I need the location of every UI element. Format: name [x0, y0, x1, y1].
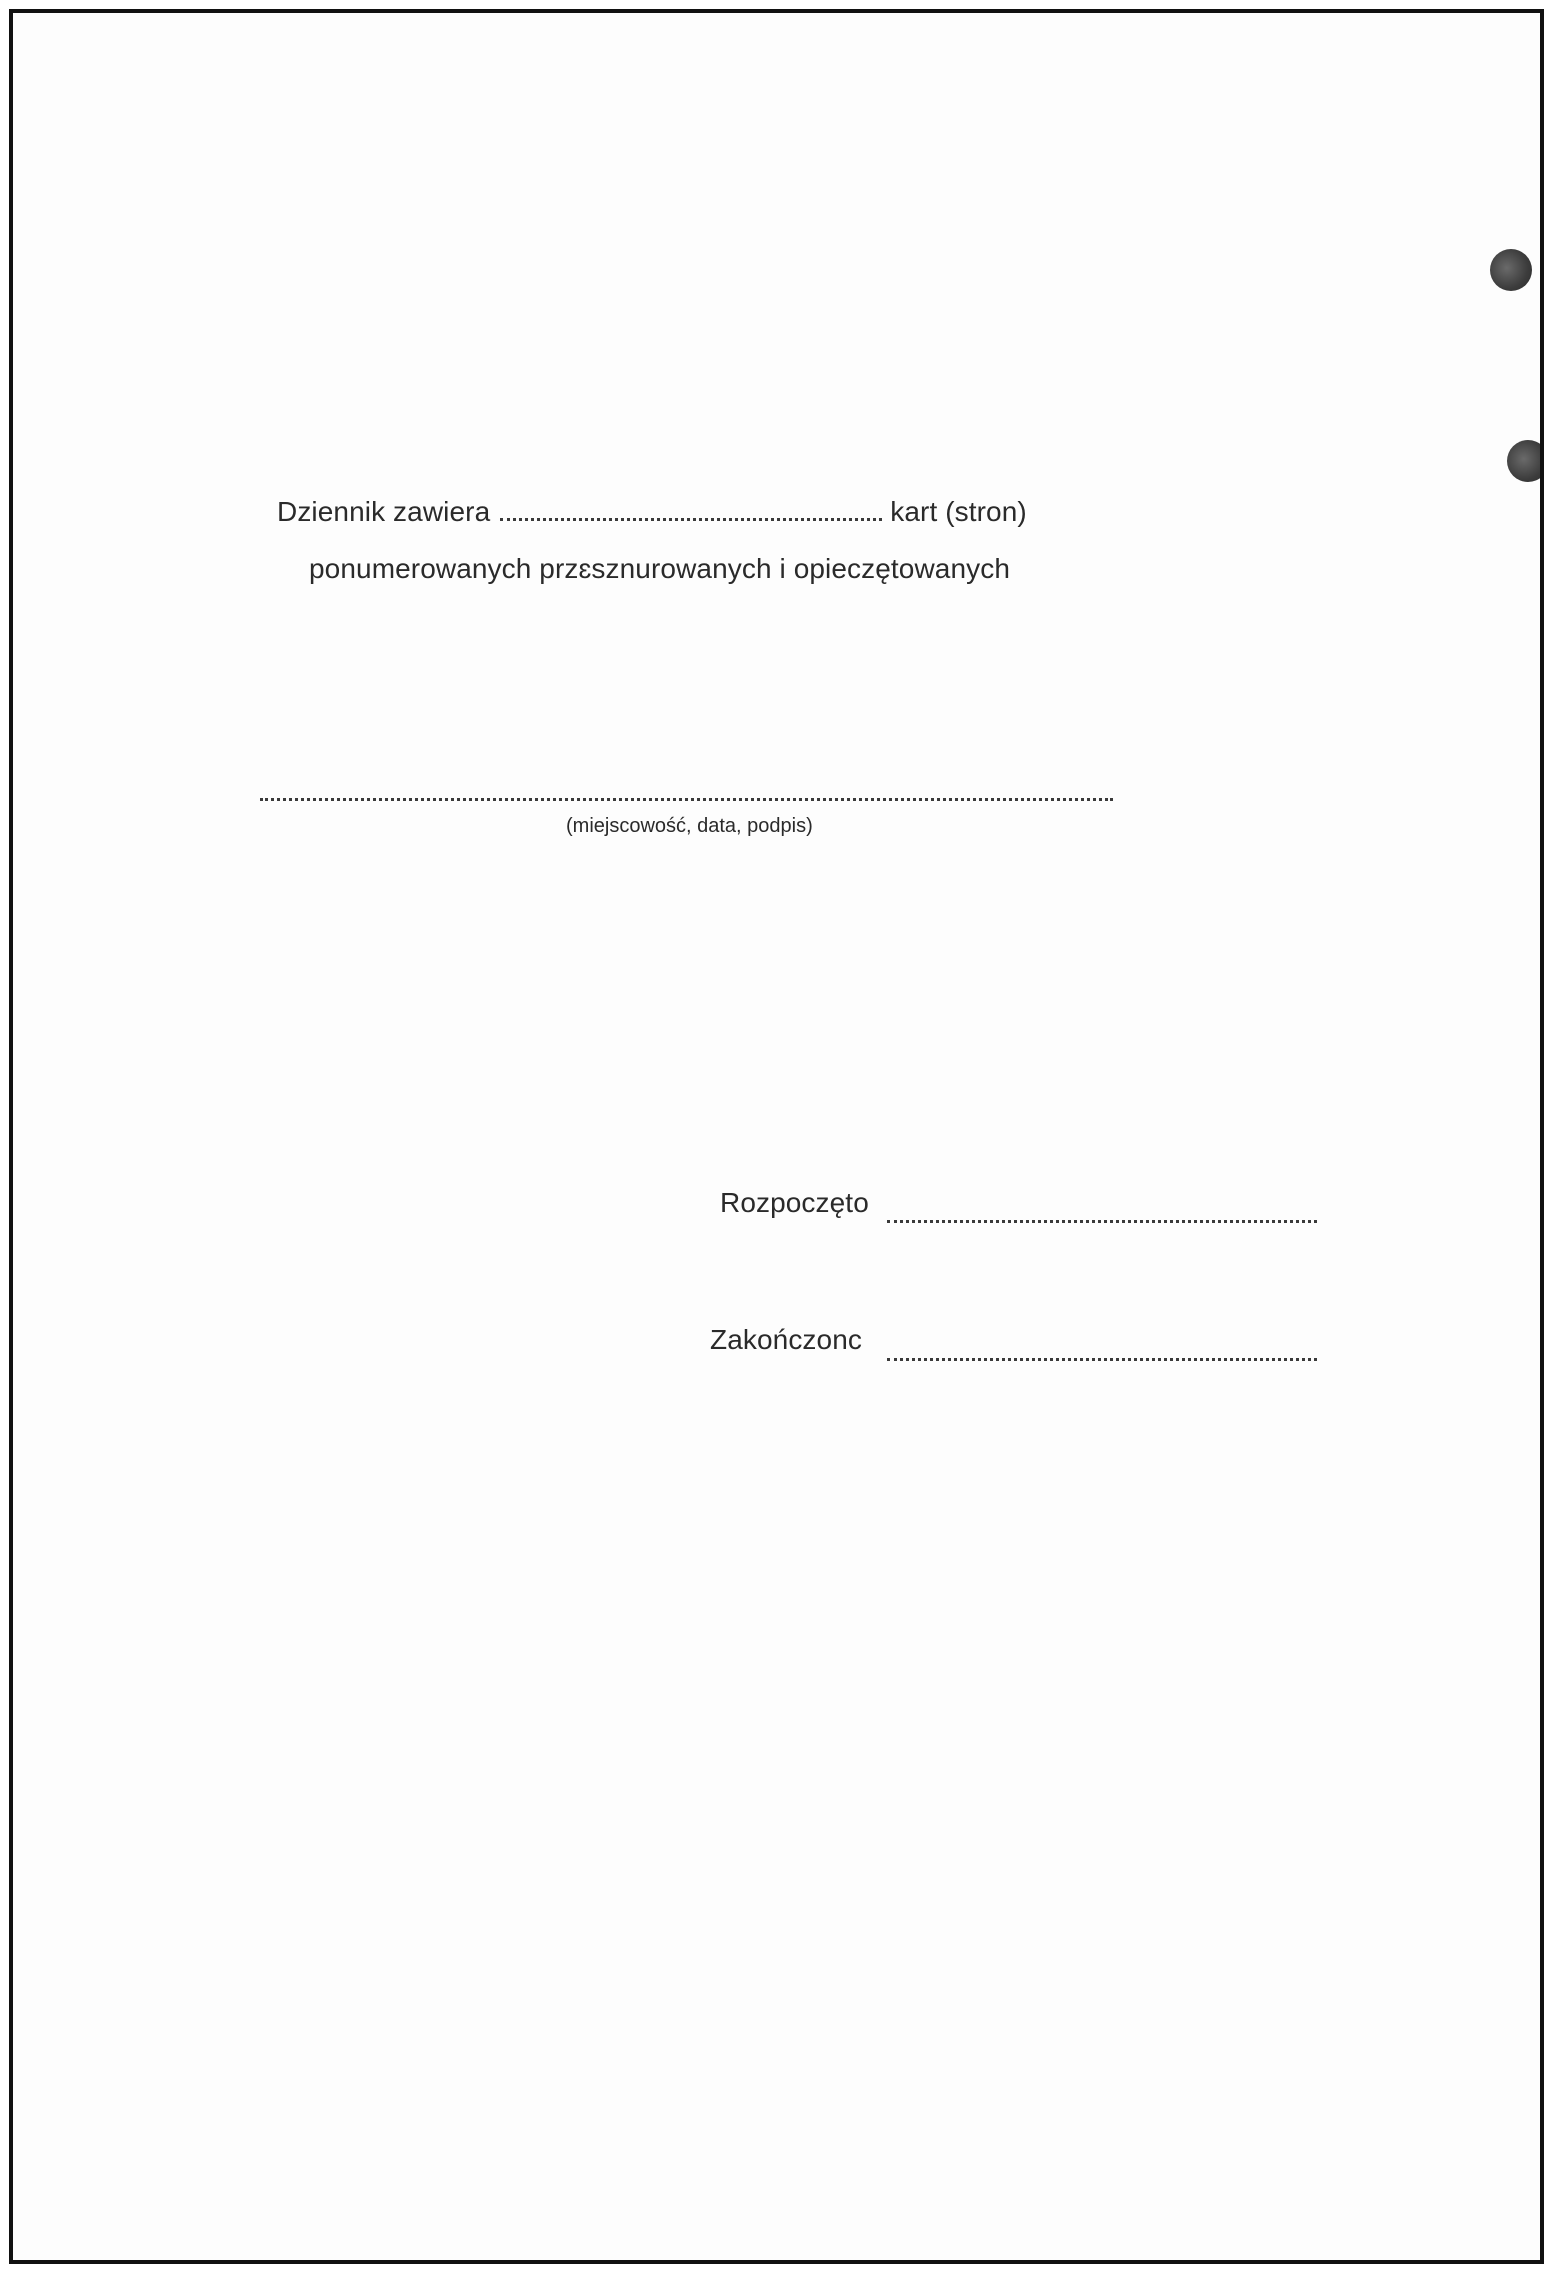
- binding-statement: ponumerowanych przɛsznurowanych i opieczętowanych: [309, 553, 1010, 584]
- signature-caption: (miejscowość, data, podpis): [566, 815, 813, 837]
- finished-date-field[interactable]: [887, 1358, 1317, 1361]
- page-count-suffix: kart (stron): [890, 496, 1027, 527]
- page-count-field[interactable]: [500, 518, 882, 521]
- page-count-prefix: Dziennik zawiera: [277, 496, 491, 527]
- punch-hole-icon: [1490, 249, 1532, 291]
- document-page: [9, 9, 1544, 2264]
- started-date-field[interactable]: [887, 1220, 1317, 1223]
- page-count-line: [277, 496, 1027, 528]
- started-label: Rozpoczęto: [720, 1187, 869, 1218]
- finished-label: Zakończonc: [710, 1324, 862, 1355]
- punch-hole-icon: [1507, 440, 1544, 482]
- signature-field[interactable]: [260, 798, 1113, 801]
